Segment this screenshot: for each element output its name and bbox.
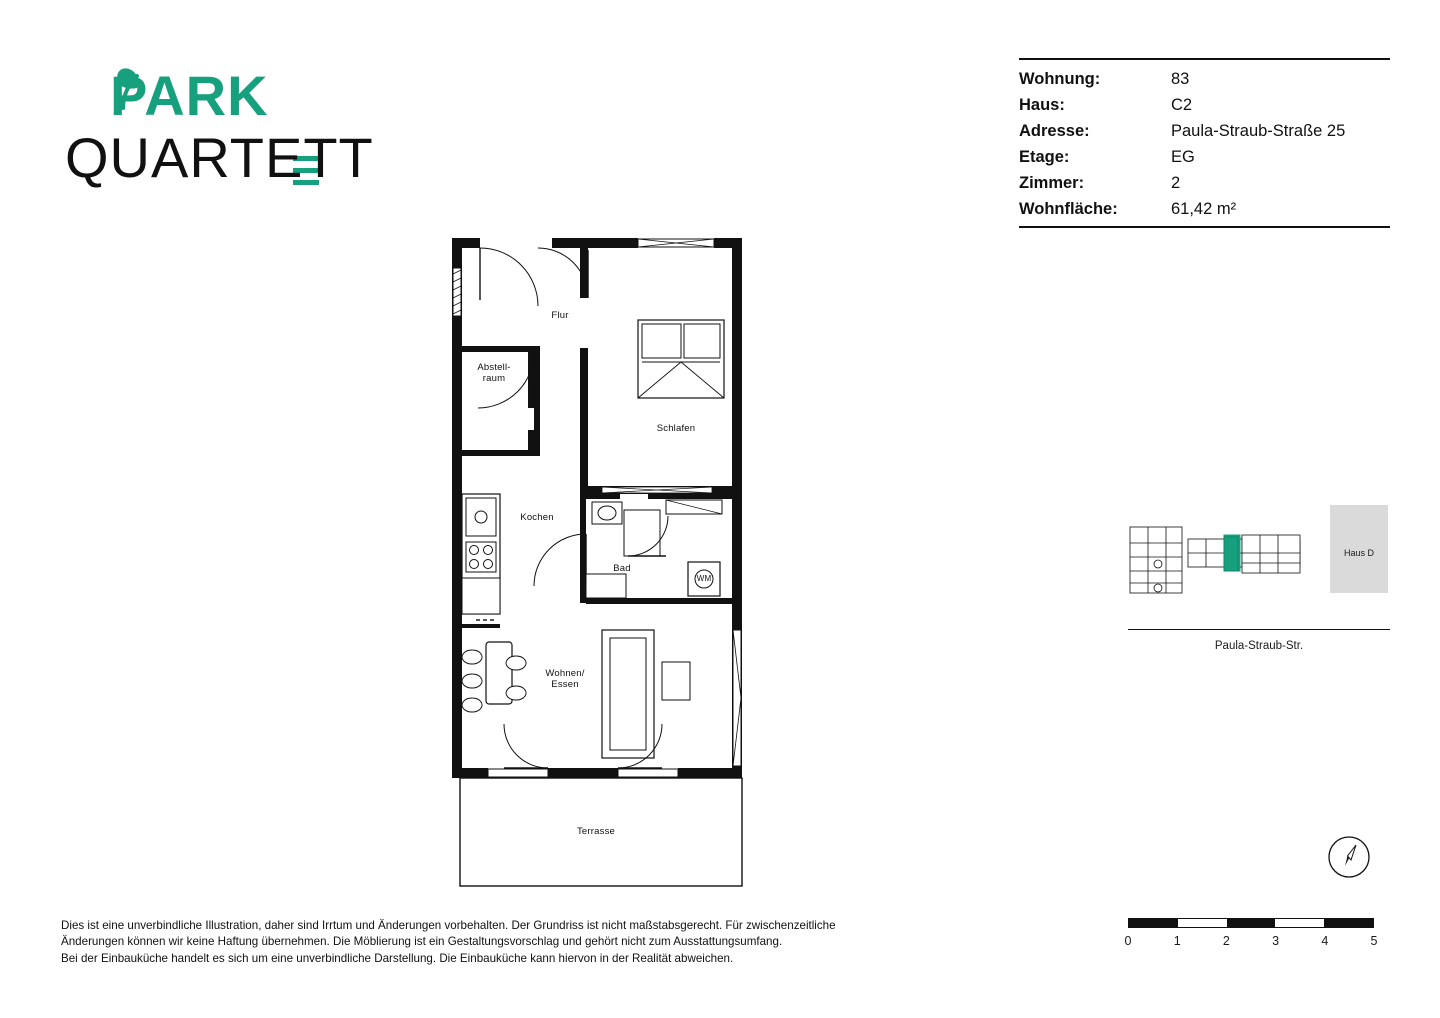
street-name-label: Paula-Straub-Str.	[1214, 640, 1304, 652]
floorplan-drawing	[452, 238, 742, 886]
logo-text-quartett: QUARTETT	[65, 126, 374, 189]
info-key: Adresse:	[1019, 122, 1090, 140]
info-row-haus	[1019, 92, 1390, 118]
scale-tick-2: 2	[1222, 934, 1230, 948]
info-bottom-rule	[1019, 226, 1390, 228]
info-value: EG	[1171, 148, 1195, 166]
info-value: 2	[1171, 174, 1181, 192]
info-row-adresse	[1019, 118, 1390, 144]
room-label-schlafen: Schlafen	[656, 423, 696, 434]
room-label-abstellraum-line1: Abstell-	[477, 362, 511, 373]
label-washing-machine: WM	[696, 574, 712, 583]
room-label-flur: Flur	[551, 310, 569, 321]
room-label-kochen: Kochen	[520, 512, 554, 523]
info-value: 61,42 m²	[1171, 200, 1237, 218]
street-divider	[1128, 629, 1390, 630]
disclaimer-line-1: Dies ist eine unverbindliche Illustration, daher sind Irrtum und Änderungen vorbehalten. Der Grundriss ist nicht maßstabsgerecht. Für zwischenzeitliche	[61, 919, 836, 932]
info-row-etage	[1019, 144, 1390, 170]
floorplan	[452, 238, 742, 886]
info-key: Etage:	[1019, 148, 1070, 166]
scale-tick-4: 4	[1321, 934, 1329, 948]
info-row-wohnflaeche	[1019, 196, 1390, 222]
brand-logo	[65, 60, 395, 190]
info-value: 83	[1171, 70, 1190, 88]
room-label-wohnen-line2: Essen	[551, 679, 579, 690]
scale-bar-segments	[1128, 918, 1374, 928]
room-label-terrasse: Terrasse	[576, 826, 616, 837]
disclaimer-text	[61, 918, 1036, 967]
scale-tick-1: 1	[1173, 934, 1181, 948]
info-key: Haus:	[1019, 96, 1065, 114]
north-arrow-icon	[1325, 833, 1373, 881]
scale-tick-3: 3	[1272, 934, 1280, 948]
room-label-wohnen-line1: Wohnen/	[545, 668, 585, 679]
disclaimer-line-3: Bei der Einbauküche handelt es sich um eine unverbindliche Darstellung. Die Einbauküche kann hiervon in der Realität abweichen.	[61, 951, 734, 965]
logo-text-park: PARK	[110, 64, 269, 127]
info-key: Wohnung:	[1019, 70, 1101, 88]
room-label-bad: Bad	[613, 563, 631, 574]
info-value: C2	[1171, 96, 1193, 114]
apartment-info-table	[1019, 58, 1390, 228]
info-key: Wohnfläche:	[1019, 200, 1118, 218]
scale-seg-3	[1275, 919, 1324, 927]
room-label-abstellraum-line2: raum	[482, 373, 506, 384]
scale-bar-labels	[1124, 934, 1378, 950]
site-map-haus-d-label: Haus D	[1343, 548, 1374, 558]
info-row-wohnung	[1019, 66, 1390, 92]
scale-seg-0	[1129, 919, 1178, 927]
scale-tick-0: 0	[1124, 934, 1132, 948]
scale-bar	[1124, 918, 1378, 950]
scale-seg-4	[1324, 919, 1373, 927]
scale-seg-1	[1178, 919, 1227, 927]
info-key: Zimmer:	[1019, 174, 1085, 192]
scale-tick-5: 5	[1370, 934, 1378, 948]
info-value: Paula-Straub-Straße 25	[1171, 122, 1346, 140]
scale-seg-2	[1227, 919, 1276, 927]
info-row-zimmer	[1019, 170, 1390, 196]
disclaimer-line-2: Änderungen können wir keine Haftung übernehmen. Die Möblierung ist ein Gestaltungsvorschlag und gehört nicht zum Ausstattungsumfang.	[61, 935, 783, 949]
